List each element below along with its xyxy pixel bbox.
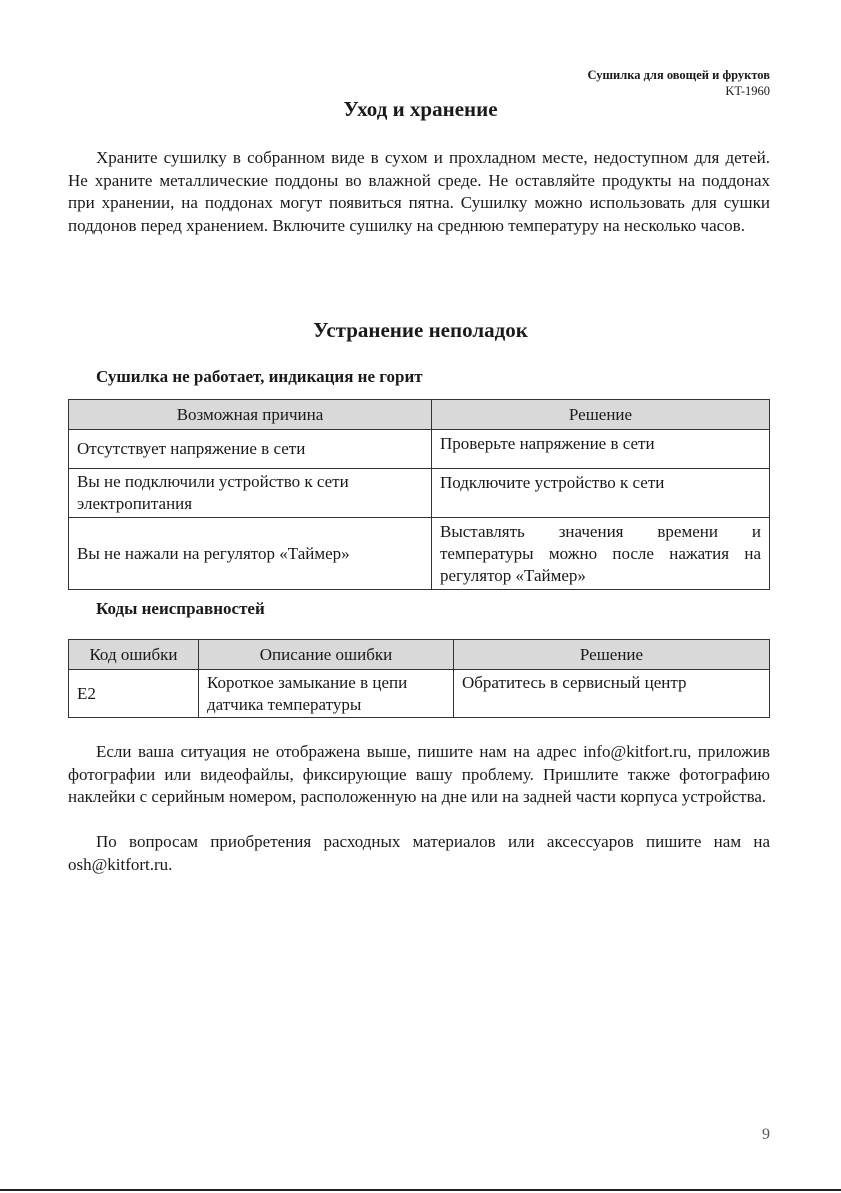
table-header-row: [69, 400, 770, 430]
column-header-description: Описание ошибки: [199, 640, 454, 670]
header-model: KT-1960: [725, 84, 770, 98]
running-header: [587, 67, 770, 99]
error-codes-table: [68, 639, 770, 718]
page-number: 9: [762, 1126, 770, 1143]
troubleshooting-title: Устранение неполадок: [313, 318, 528, 342]
table-row: [69, 430, 770, 469]
header-product-name: Сушилка для овощей и фруктов: [587, 68, 770, 82]
error-code-cell: E2: [69, 670, 199, 718]
troubleshooting-table: [68, 399, 770, 590]
bottom-divider: [0, 1189, 841, 1191]
column-header-cause: Возможная причина: [69, 400, 432, 430]
solution-cell: Обратитесь в сервисный центр: [454, 670, 770, 718]
subhead-error-codes: Коды неисправностей: [96, 599, 265, 618]
care-paragraph: Храните сушилку в собранном виде в сухом и прохладном месте, недоступном для детей. Не храните металлические поддоны во влажной среде. Не оставляйте продукты на поддонах при хранении, на поддонах могут появиться пятна. Сушилку можно использовать для сушки поддонов перед хранением. Включите сушилку на среднюю температуру на несколько часов.: [68, 148, 770, 235]
table-header-row: [69, 640, 770, 670]
solution-cell: Выставлять значения времени и температуры можно после нажатия на регулятор «Таймер»: [432, 518, 770, 590]
cause-cell: Вы не нажали на регулятор «Таймер»: [69, 518, 432, 590]
column-header-solution: Решение: [432, 400, 770, 430]
solution-cell: Проверьте напряжение в сети: [432, 430, 770, 469]
table-row: [69, 469, 770, 518]
cause-cell: Вы не подключили устройство к сети электропитания: [69, 469, 432, 518]
cause-cell: Отсутствует напряжение в сети: [69, 430, 432, 469]
column-header-code: Код ошибки: [69, 640, 199, 670]
table-row: [69, 670, 770, 718]
solution-cell: Подключите устройство к сети: [432, 469, 770, 518]
table-row: [69, 518, 770, 590]
column-header-solution: Решение: [454, 640, 770, 670]
error-description-cell: Короткое замыкание в цепи датчика температуры: [199, 670, 454, 718]
subhead-not-working: Сушилка не работает, индикация не горит: [96, 367, 423, 386]
care-title: Уход и хранение: [343, 97, 498, 121]
accessories-paragraph: По вопросам приобретения расходных материалов или аксессуаров пишите нам на osh@kitfort.ru.: [68, 832, 770, 874]
contact-paragraph: Если ваша ситуация не отображена выше, пишите нам на адрес info@kitfort.ru, приложив фотографии или видеофайлы, фиксирующие вашу проблему. Пришлите также фотографию наклейки с серийным номером, расположенную на дне или на задней части корпуса устройства.: [68, 742, 770, 806]
